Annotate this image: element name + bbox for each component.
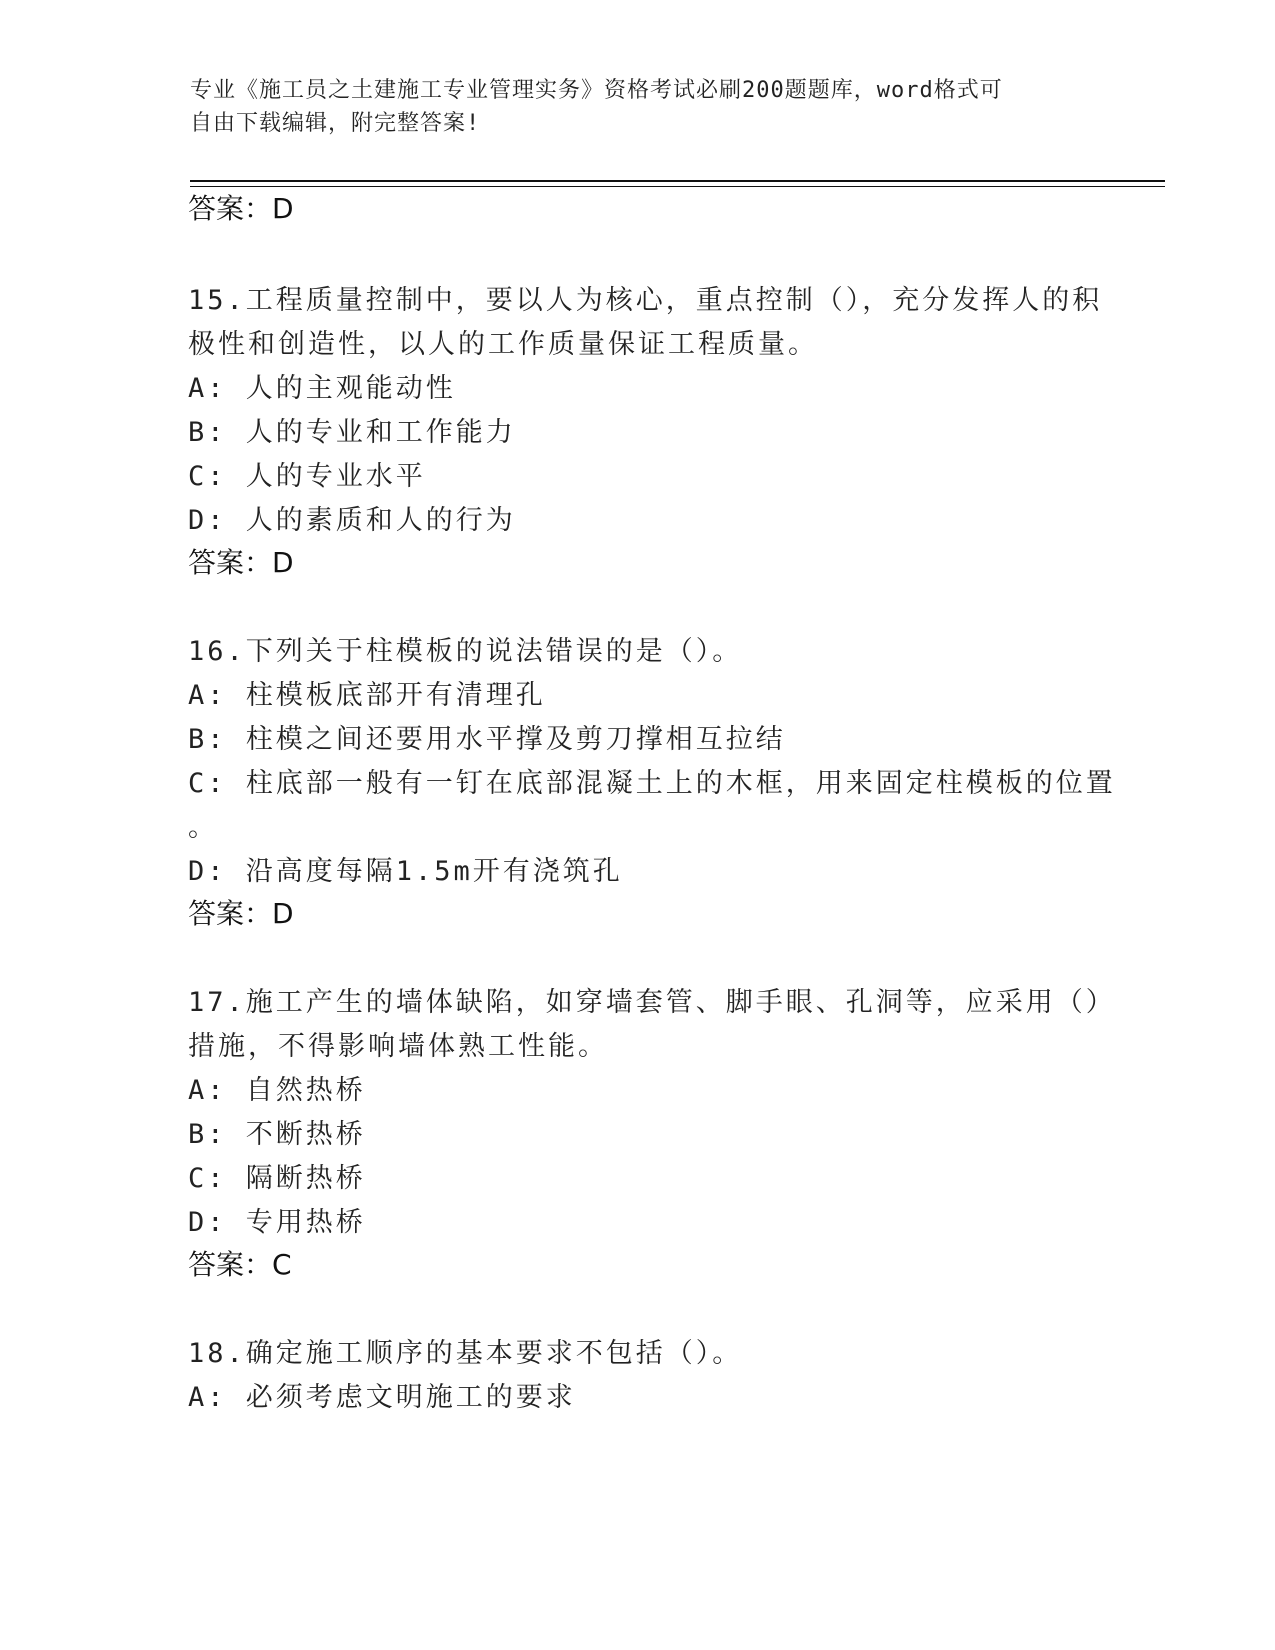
answer-line: 答案：D (188, 897, 294, 930)
option-d: D: 专用热桥 (188, 1207, 366, 1238)
header-rule-thin (190, 186, 1165, 187)
answer-line: 答案：C (188, 1248, 292, 1281)
header-rule (190, 180, 1165, 182)
header-line-1: 专业《施工员之土建施工专业管理实务》资格考试必刷200题题库，word格式可 (190, 78, 1003, 103)
option-c: C: 人的专业水平 (188, 461, 426, 492)
option-a: A: 人的主观能动性 (188, 373, 456, 404)
option-b: B: 柱模之间还要用水平撑及剪刀撑相互拉结 (188, 724, 786, 755)
question-stem: 措施，不得影响墙体熟工性能。 (188, 1031, 608, 1062)
document-header (190, 74, 1090, 140)
question-stem: 15.工程质量控制中，要以人为核心，重点控制（），充分发挥人的积 (188, 285, 1103, 316)
header-line-2: 自由下载编辑，附完整答案! (190, 111, 481, 136)
option-b: B: 人的专业和工作能力 (188, 417, 516, 448)
option-a: A: 自然热桥 (188, 1075, 366, 1106)
option-c-continuation: 。 (188, 812, 218, 843)
option-c: C: 隔断热桥 (188, 1163, 366, 1194)
option-b: B: 不断热桥 (188, 1119, 366, 1150)
question-stem: 18.确定施工顺序的基本要求不包括（）。 (188, 1338, 743, 1369)
option-d: D: 沿高度每隔1.5m开有浇筑孔 (188, 856, 623, 887)
question-stem: 17.施工产生的墙体缺陷，如穿墙套管、脚手眼、孔洞等，应采用（） (188, 987, 1116, 1018)
option-c: C: 柱底部一般有一钉在底部混凝土上的木框，用来固定柱模板的位置 (188, 768, 1116, 799)
question-stem: 极性和创造性，以人的工作质量保证工程质量。 (188, 329, 818, 360)
option-a: A: 必须考虑文明施工的要求 (188, 1382, 576, 1413)
answer-line: 答案：D (188, 192, 294, 225)
option-d: D: 人的素质和人的行为 (188, 505, 516, 536)
option-a: A: 柱模板底部开有清理孔 (188, 680, 546, 711)
answer-line: 答案：D (188, 546, 294, 579)
question-stem: 16.下列关于柱模板的说法错误的是（）。 (188, 636, 743, 667)
